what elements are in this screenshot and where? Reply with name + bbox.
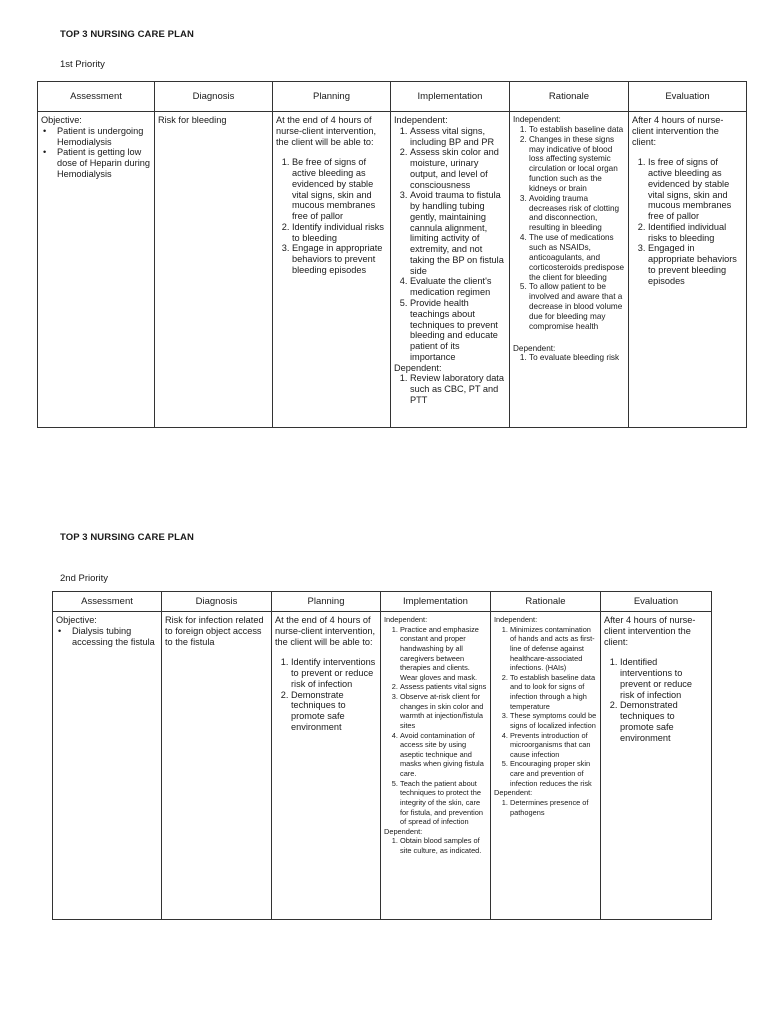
header-diagnosis: Diagnosis: [162, 592, 272, 612]
planning-intro: At the end of 4 hours of nurse-client intervention, the client will be able to:: [276, 115, 377, 147]
implementation-item: 4. Avoid contamination of access site by using aseptic technique and masks when giving fistula care.: [400, 731, 487, 779]
rationale-item: 2. Changes in these signs may indicative of blood loss affecting systemic circulation or local organ function such as the kidneys or brain: [529, 135, 625, 194]
header-diagnosis: Diagnosis: [155, 82, 273, 112]
diagnosis-cell: [162, 612, 272, 920]
implementation-item: 2. Assess patients vital signs: [400, 682, 487, 692]
implementation-dependent-label: Dependent:: [394, 362, 442, 373]
plan-1-priority: 1st Priority: [60, 59, 105, 70]
header-planning: Planning: [273, 82, 391, 112]
evaluation-cell: [601, 612, 712, 920]
care-plan-table-2: [52, 591, 712, 920]
rationale-item: 2. To establish baseline data and to look for signs of infection through a high temperature: [510, 673, 597, 712]
header-implementation: Implementation: [381, 592, 491, 612]
implementation-item: 1. Practice and emphasize constant and proper handwashing by all caregivers between therapies and clients. Wear gloves and mask.: [400, 625, 487, 683]
header-planning: Planning: [272, 592, 381, 612]
planning-item: 1. Be free of signs of active bleeding as evidenced by stable vital signs, skin and mucous membranes free of pallor: [292, 157, 387, 222]
plan-2-priority: 2nd Priority: [60, 573, 109, 584]
rationale-dependent-label: Dependent:: [494, 788, 533, 798]
implementation-dependent-item: 1. Obtain blood samples of site culture, as indicated.: [400, 836, 487, 855]
implementation-independent-label: Independent:: [394, 115, 448, 125]
implementation-item: 2. Assess skin color and moisture, urinary output, and level of consciousness: [410, 147, 506, 190]
assessment-label: Objective:: [56, 615, 97, 625]
rationale-item: 3. Avoiding trauma decreases risk of clotting and disconnection, resulting in bleeding: [529, 194, 625, 233]
implementation-item: 3. Avoid trauma to fistula by handling tubing gently, maintaining cannula alignment, limiting activity of extremity, and not taking the BP on fistula side: [410, 190, 506, 276]
rationale-dependent-label: Dependent:: [513, 343, 556, 353]
implementation-cell: [391, 112, 510, 428]
rationale-dependent-item: 1. To evaluate bleeding risk: [529, 353, 625, 363]
implementation-independent-label: Independent:: [384, 615, 428, 624]
rationale-item: 3. These symptoms could be signs of localized infection: [510, 711, 597, 730]
evaluation-intro: After 4 hours of nurse-client intervention the client:: [604, 615, 696, 647]
assessment-item: • Dialysis tubing accessing the fistula: [72, 626, 158, 648]
header-evaluation: Evaluation: [629, 82, 747, 112]
rationale-dependent-item: 1. Determines presence of pathogens: [510, 798, 597, 817]
implementation-item: 4. Evaluate the client's medication regimen: [410, 276, 506, 298]
rationale-item: 1. To establish baseline data: [529, 125, 625, 135]
rationale-cell: [510, 112, 629, 428]
assessment-item: • Patient is getting low dose of Heparin during Hemodialysis: [57, 147, 151, 179]
assessment-label: Objective:: [41, 115, 82, 125]
header-rationale: Rationale: [510, 82, 629, 112]
evaluation-item: 2. Identified individual risks to bleeding: [648, 222, 743, 244]
evaluation-item: 3. Engaged in appropriate behaviors to prevent bleeding episodes: [648, 243, 743, 286]
evaluation-item: 1. Identified interventions to prevent or reduce risk of infection: [620, 657, 708, 700]
rationale-item: 1. Minimizes contamination of hands and acts as first-line of defense against healthcare-associated infections. (HAIs): [510, 625, 597, 673]
header-assessment: Assessment: [53, 592, 162, 612]
planning-item: 3. Engage in appropriate behaviors to prevent bleeding episodes: [292, 243, 387, 275]
header-rationale: Rationale: [491, 592, 601, 612]
planning-intro: At the end of 4 hours of nurse-client intervention, the client will be able to:: [275, 615, 376, 647]
implementation-dependent-item: 1. Review laboratory data such as CBC, PT and PTT: [410, 373, 506, 405]
implementation-item: 5. Provide health teachings about techniques to prevent bleeding and educate patient of its importance: [410, 298, 506, 363]
rationale-item: 5. To allow patient to be involved and aware that a decrease in blood volume due for bleeding may compromise health: [529, 282, 625, 331]
diagnosis-text: Risk for bleeding: [158, 115, 227, 125]
planning-item: 2. Demonstrate techniques to promote safe environment: [291, 690, 377, 733]
assessment-item: • Patient is undergoing Hemodialysis: [57, 126, 151, 148]
evaluation-item: 1. Is free of signs of active bleeding as evidenced by stable vital signs, skin and mucous membranes free of pallor: [648, 157, 743, 222]
plan-2-title: TOP 3 NURSING CARE PLAN: [60, 532, 194, 543]
assessment-cell: [53, 612, 162, 920]
header-implementation: Implementation: [391, 82, 510, 112]
planning-item: 1. Identify interventions to prevent or reduce risk of infection: [291, 657, 377, 689]
evaluation-item: 2. Demonstrated techniques to promote safe environment: [620, 700, 708, 743]
plan-1-title: TOP 3 NURSING CARE PLAN: [60, 29, 194, 40]
planning-item: 2. Identify individual risks to bleeding: [292, 222, 387, 244]
rationale-cell: [491, 612, 601, 920]
assessment-cell: [38, 112, 155, 428]
implementation-item: 1. Assess vital signs, including BP and PR: [410, 126, 506, 148]
rationale-independent-label: Independent:: [494, 615, 538, 624]
evaluation-cell: [629, 112, 747, 428]
planning-cell: [272, 612, 381, 920]
implementation-item: 5. Teach the patient about techniques to protect the integrity of the skin, care for fistula, and prevention of spread of infection: [400, 779, 487, 827]
header-evaluation: Evaluation: [601, 592, 712, 612]
care-plan-table-1: [37, 81, 747, 428]
rationale-independent-label: Independent:: [513, 115, 561, 124]
rationale-item: 4. The use of medications such as NSAIDs, anticoagulants, and corticosteroids predispose the client for bleeding: [529, 233, 625, 282]
implementation-dependent-label: Dependent:: [384, 826, 423, 836]
implementation-cell: [381, 612, 491, 920]
diagnosis-text: Risk for infection related to foreign object access to the fistula: [165, 615, 264, 647]
header-assessment: Assessment: [38, 82, 155, 112]
rationale-item: 5. Encouraging proper skin care and prevention of infection reduces the risk: [510, 759, 597, 788]
rationale-item: 4. Prevents introduction of microorganisms that can cause infection: [510, 731, 597, 760]
implementation-item: 3. Observe at-risk client for changes in skin color and warmth at injection/fistula sites: [400, 692, 487, 731]
evaluation-intro: After 4 hours of nurse-client intervention the client:: [632, 115, 724, 147]
planning-cell: [273, 112, 391, 428]
diagnosis-cell: [155, 112, 273, 428]
